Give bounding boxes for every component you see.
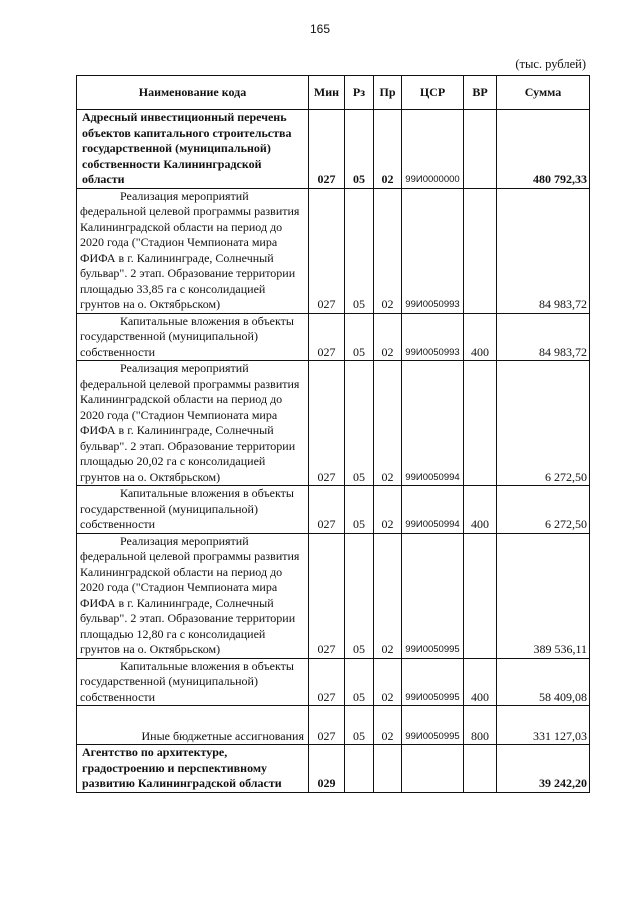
- row-name: Агентство по архитектуре, градостроению и перспективному развитию Калининградской области: [77, 745, 309, 793]
- table-header-row: [77, 76, 590, 110]
- row-min: 027: [309, 706, 345, 745]
- row-rz: 05: [345, 361, 374, 486]
- row-pr: 02: [374, 188, 402, 313]
- row-name: Реализация мероприятий федеральной целевой программы развития Калининградской области на период до 2020 года ("Стадион Чемпионата мира ФИФА в г. Калининграде, Солнечный бульвар". 2 этап. Образование территории площадью 12,80 га с консолидацией грунтов на о. Октябрьском): [77, 533, 309, 658]
- row-vr: [464, 188, 497, 313]
- table-row: [77, 110, 590, 189]
- row-pr: 02: [374, 706, 402, 745]
- row-name: Адресный инвестиционный перечень объектов капитального строительства государственной (муниципальной) собственности Калининградской области: [77, 110, 309, 189]
- row-min: 029: [309, 745, 345, 793]
- table-row: [77, 658, 590, 706]
- row-sum: 6 272,50: [497, 486, 590, 534]
- row-csr: 99И0000000: [402, 110, 464, 189]
- row-rz: 05: [345, 533, 374, 658]
- table-row: [77, 706, 590, 745]
- row-min: 027: [309, 361, 345, 486]
- row-min: 027: [309, 486, 345, 534]
- header-sum: Сумма: [497, 76, 590, 110]
- header-min: Мин: [309, 76, 345, 110]
- header-vr: ВР: [464, 76, 497, 110]
- row-vr: 400: [464, 658, 497, 706]
- page-number: 165: [309, 22, 331, 36]
- row-rz: 05: [345, 188, 374, 313]
- budget-table: [76, 75, 590, 793]
- row-csr: [402, 745, 464, 793]
- header-csr: ЦСР: [402, 76, 464, 110]
- row-min: 027: [309, 658, 345, 706]
- row-min: 027: [309, 533, 345, 658]
- row-vr: [464, 745, 497, 793]
- row-csr: 99И0050994: [402, 486, 464, 534]
- row-pr: 02: [374, 533, 402, 658]
- row-name: Реализация мероприятий федеральной целевой программы развития Калининградской области на период до 2020 года ("Стадион Чемпионата мира ФИФА в г. Калининграде, Солнечный бульвар". 2 этап. Образование территории площадью 33,85 га с консолидацией грунтов на о. Октябрьском): [77, 188, 309, 313]
- row-vr: [464, 533, 497, 658]
- header-rz: Рз: [345, 76, 374, 110]
- row-min: 027: [309, 313, 345, 361]
- row-pr: 02: [374, 486, 402, 534]
- table-row: [77, 313, 590, 361]
- row-csr: 99И0050993: [402, 313, 464, 361]
- row-rz: 05: [345, 313, 374, 361]
- row-pr: [374, 745, 402, 793]
- row-vr: 400: [464, 313, 497, 361]
- table-row: [77, 745, 590, 793]
- row-name: Реализация мероприятий федеральной целевой программы развития Калининградской области на период до 2020 года ("Стадион Чемпионата мира ФИФА в г. Калининграде, Солнечный бульвар". 2 этап. Образование территории площадью 20,02 га с консолидацией грунтов на о. Октябрьском): [77, 361, 309, 486]
- row-csr: 99И0050995: [402, 706, 464, 745]
- row-rz: 05: [345, 658, 374, 706]
- row-pr: 02: [374, 361, 402, 486]
- row-vr: [464, 110, 497, 189]
- row-rz: 05: [345, 486, 374, 534]
- row-vr: 400: [464, 486, 497, 534]
- row-sum: 6 272,50: [497, 361, 590, 486]
- table-row: [77, 486, 590, 534]
- row-name: Капитальные вложения в объекты государственной (муниципальной) собственности: [77, 658, 309, 706]
- header-pr: Пр: [374, 76, 402, 110]
- row-sum: 84 983,72: [497, 188, 590, 313]
- row-sum: 58 409,08: [497, 658, 590, 706]
- table-row: [77, 361, 590, 486]
- row-rz: [345, 745, 374, 793]
- row-csr: 99И0050993: [402, 188, 464, 313]
- row-vr: 800: [464, 706, 497, 745]
- row-min: 027: [309, 188, 345, 313]
- row-csr: 99И0050994: [402, 361, 464, 486]
- row-name: Капитальные вложения в объекты государственной (муниципальной) собственности: [77, 313, 309, 361]
- row-sum: 39 242,20: [497, 745, 590, 793]
- row-name: Иные бюджетные ассигнования: [77, 706, 309, 745]
- units-label: (тыс. рублей): [515, 57, 586, 71]
- table-row: [77, 533, 590, 658]
- row-sum: 84 983,72: [497, 313, 590, 361]
- row-sum: 480 792,33: [497, 110, 590, 189]
- header-name: Наименование кода: [77, 76, 309, 110]
- row-pr: 02: [374, 313, 402, 361]
- row-sum: 389 536,11: [497, 533, 590, 658]
- row-pr: 02: [374, 658, 402, 706]
- row-csr: 99И0050995: [402, 658, 464, 706]
- row-sum: 331 127,03: [497, 706, 590, 745]
- row-csr: 99И0050995: [402, 533, 464, 658]
- row-min: 027: [309, 110, 345, 189]
- table-row: [77, 188, 590, 313]
- row-vr: [464, 361, 497, 486]
- row-pr: 02: [374, 110, 402, 189]
- row-rz: 05: [345, 110, 374, 189]
- row-rz: 05: [345, 706, 374, 745]
- row-name: Капитальные вложения в объекты государственной (муниципальной) собственности: [77, 486, 309, 534]
